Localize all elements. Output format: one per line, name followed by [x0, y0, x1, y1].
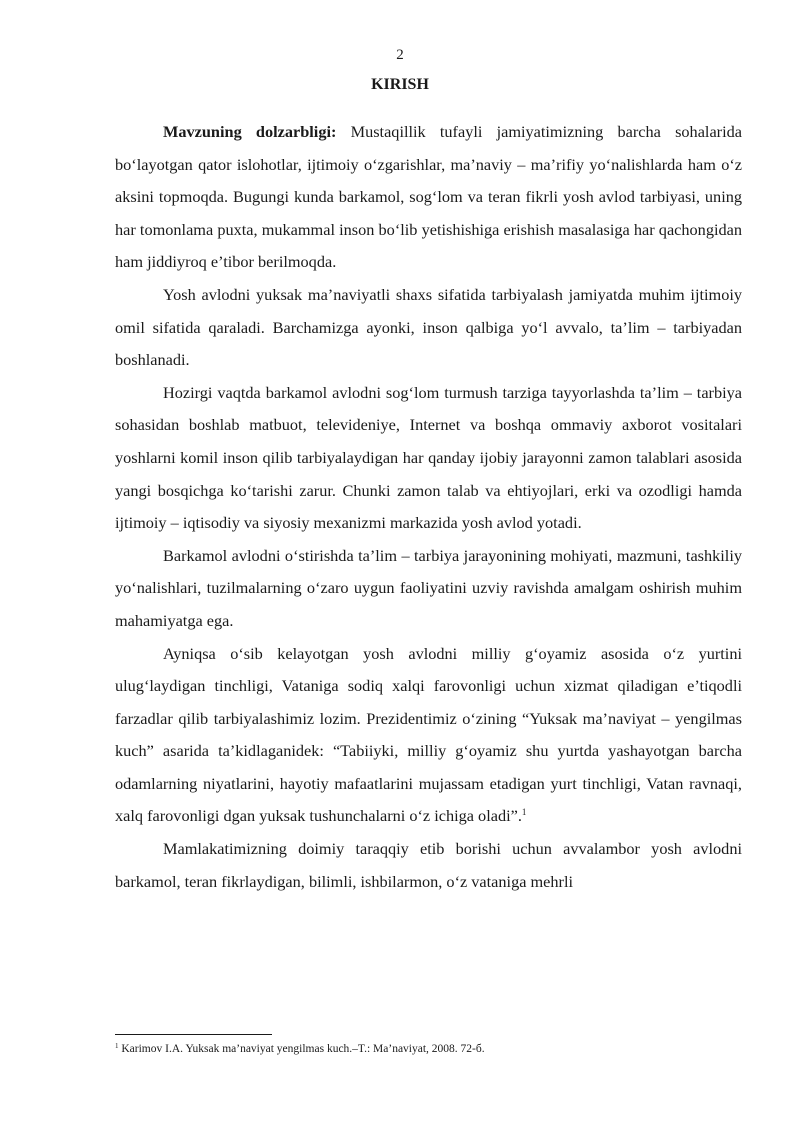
footnote-reference: 1	[521, 807, 527, 818]
paragraph-3: Hozirgi vaqtda barkamol avlodni sog‘lom turmush tarziga tayyorlashda ta’lim – tarbiya sohasidan boshlab matbuot, televideniye, Internet va boshqa ommaviy axborot vositalari yoshlarni komil inson qilib tarbiyalaydigan har qanday ijobiy jarayonni zamon talablari asosida yangi bosqichga ko‘tarishi zarur. Chunki zamon talab va ehtiyojlari, erki va ozodligi hamda ijtimoiy – iqtisodiy va siyosiy mexanizmi markazida yosh avlod yotadi.	[115, 382, 742, 533]
footnote-divider	[115, 1034, 272, 1035]
paragraph-5	[115, 638, 742, 834]
footnote	[115, 1042, 742, 1057]
page-number: 2	[396, 47, 404, 63]
footnote-marker: 1	[115, 1042, 119, 1050]
paragraph-2: Yosh avlodni yuksak ma’naviyatli shaxs sifatida tarbiyalash jamiyatda muhim ijtimoiy omil sifatida qaraladi. Barchamizga ayonki, inson qalbiga yo‘l avvalo, ta’lim – tarbiyadan boshlanadi.	[115, 284, 742, 370]
paragraph-6: Mamlakatimizning doimiy taraqqiy etib borishi uchun avvalambor yosh avlodni barkamol, teran fikrlaydigan, bilimli, ishbilarmon, o‘z vataniga mehrli	[115, 839, 742, 891]
paragraph-4: Barkamol avlodni o‘stirishda ta’lim – tarbiya jarayonining mohiyati, mazmuni, tashkiliy yo‘nalishlari, tuzilmalarning o‘zaro uygun faoliyatini uzviy ravishda amalgam oshirish muhim mahamiyatga ega.	[115, 545, 742, 630]
footnote-text: Karimov I.A. Yuksak ma’naviyat yengilmas kuch.–T.: Ma’naviyat, 2008. 72-б.	[118, 1043, 485, 1055]
paragraph-5-text: Ayniqsa o‘sib kelayotgan yosh avlodni milliy g‘oyamiz asosida o‘z yurtini ulug‘laydigan tinchligi, Vataniga sodiq xalqi farovonligi uchun xizmat qiladigan e’tiqodli farzadlar qilib tarbiyalashimiz lozim. Prezidentimiz o‘zining “Yuksak ma’naviyat – yengilmas kuch” asarida ta’kidlaganidek: “Tabiiyki, milliy g‘oyamiz shu yurtda yashayotgan barcha odamlarning niyatlarini, hayotiy mafaatlarini mujassam etadigan yurt tinchligi, Vatan ravnaqi, xalq farovonligi dgan yuksak tushunchalarni o‘z ichiga oladi”.	[115, 643, 742, 826]
main-text	[115, 116, 742, 898]
paragraph-1	[115, 116, 742, 279]
section-heading: KIRISH	[371, 76, 429, 93]
topic-relevance-label: Mavzuning dolzarbligi:	[163, 122, 337, 141]
paragraph-1-text: Mustaqillik tufayli jamiyatimizning barcha sohalarida bo‘layotgan qator islohotlar, ijtimoiy o‘zgarishlar, ma’naviy – ma’rifiy yo‘nalishlarda ham o‘z aksini topmoqda. Bugungi kunda barkamol, sog‘lom va teran fikrli yosh avlod tarbiyasi, uning har tomonlama puxta, mukammal inson bo‘lib yetishishiga erishish masalasiga har qachongidan ham jiddiyroq e’tibor berilmoqda.	[115, 122, 742, 272]
